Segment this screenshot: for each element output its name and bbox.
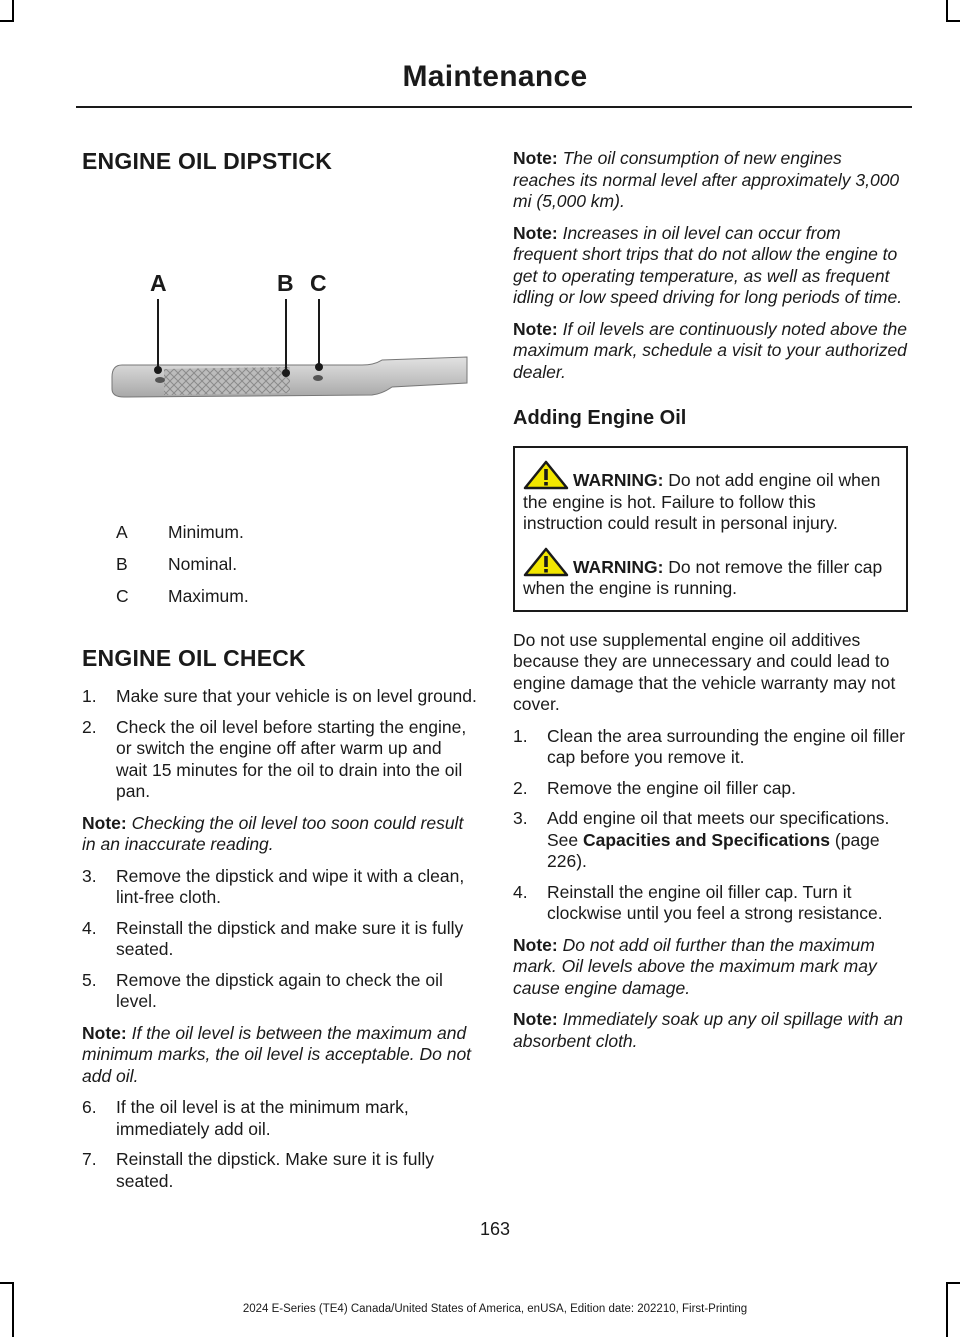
step-text: Reinstall the dipstick and make sure it is fully seated. <box>116 917 464 959</box>
list-item <box>513 778 908 800</box>
dipstick-hole <box>313 375 323 381</box>
left-column <box>82 148 477 1202</box>
page-header-title: Maintenance <box>402 60 588 93</box>
crop-mark <box>946 1282 960 1284</box>
legend-row <box>82 522 477 543</box>
step-text: Check the oil level before starting the engine, or switch the engine off after warm up and wait 15 minutes for the oil to drain into the oil pan. <box>116 716 467 801</box>
list-item <box>513 726 908 769</box>
note: Note: Checking the oil level too soon could result in an inaccurate reading. <box>82 812 464 854</box>
legend-key: A <box>116 522 128 542</box>
crop-mark <box>946 20 960 22</box>
note: Note: The oil consumption of new engines reaches its normal level after approximately 3,000 mi (5,000 km). <box>513 148 900 211</box>
list-item <box>82 686 477 708</box>
legend-row <box>82 554 477 575</box>
step-text: Remove the dipstick and wipe it with a clean, lint-free cloth. <box>116 865 465 907</box>
legend-row <box>82 586 477 607</box>
list-item <box>513 882 908 925</box>
legend-key: B <box>116 554 128 574</box>
step-number: 2. <box>513 777 528 798</box>
page-number: 163 <box>479 1219 511 1239</box>
note: Note: Increases in oil level can occur from frequent short trips that do not allow the engine to get to operating temperature, as well as frequent idling or low speed driving for long periods of time. <box>513 222 903 307</box>
dipstick-figure <box>82 189 477 489</box>
list-item <box>82 717 477 803</box>
crop-mark <box>0 1282 14 1284</box>
step-number: 4. <box>513 881 528 902</box>
dipstick-illustration <box>82 189 477 489</box>
list-item <box>82 1149 477 1192</box>
step-number: 3. <box>82 865 97 886</box>
footer-edition-text: 2024 E-Series (TE4) Canada/United States of America, enUSA, Edition date: 202210, First-Printing <box>242 1303 748 1315</box>
step-text: Remove the engine oil filler cap. <box>547 777 797 798</box>
legend-text: Maximum. <box>168 586 249 606</box>
right-column <box>513 148 908 1062</box>
check-steps-list <box>82 866 477 1013</box>
legend-key: C <box>116 586 129 606</box>
figure-label-c: C <box>310 270 327 296</box>
section-heading-adding-oil: Adding Engine Oil <box>513 407 687 429</box>
check-steps-list <box>82 1097 477 1192</box>
check-steps-list <box>82 686 477 803</box>
step-number: 1. <box>82 686 97 706</box>
step-text: Make sure that your vehicle is on level ground. <box>116 686 477 706</box>
paragraph: Do not use supplemental engine oil additives because they are unnecessary and could lead to engine damage that the vehicle warranty may not cover. <box>513 629 896 714</box>
step-number: 1. <box>513 725 528 746</box>
header-rule <box>76 106 912 108</box>
step-number: 3. <box>513 808 528 828</box>
warning-triangle-icon <box>523 547 569 577</box>
cross-reference-link[interactable]: Capacities and Specifications <box>583 829 831 850</box>
dipstick-legend <box>82 522 477 607</box>
crop-mark <box>12 0 14 20</box>
step-text: Reinstall the dipstick. Make sure it is fully seated. <box>116 1149 435 1191</box>
step-text: If the oil level is at the minimum mark, immediately add oil. <box>116 1097 409 1139</box>
figure-label-b: B <box>277 270 294 296</box>
dipstick-hole <box>155 377 165 383</box>
note: Note: If the oil level is between the maximum and minimum marks, the oil level is acceptable. Do not add oil. <box>82 1022 472 1086</box>
step-number: 4. <box>82 917 97 938</box>
step-text: Remove the dipstick again to check the oil level. <box>116 969 443 1011</box>
section-heading-oil-check: ENGINE OIL CHECK <box>82 645 306 671</box>
step-number: 7. <box>82 1149 97 1169</box>
step-text: Reinstall the engine oil filler cap. Turn it clockwise until you feel a strong resistance. <box>547 881 883 923</box>
step-number: 2. <box>82 716 97 737</box>
note: Note: If oil levels are continuously noted above the maximum mark, schedule a visit to your authorized dealer. <box>513 318 907 382</box>
crop-mark <box>946 0 948 20</box>
legend-text: Nominal. <box>168 554 238 574</box>
legend-text: Minimum. <box>168 522 244 542</box>
warning-box <box>513 446 908 612</box>
list-item <box>82 866 477 909</box>
list-item <box>82 970 477 1013</box>
warning-triangle-icon <box>523 460 569 490</box>
warning: WARNING: Do not add engine oil when the engine is hot. Failure to follow this instruction could result in personal injury. <box>523 460 898 535</box>
adding-steps-list <box>513 726 908 925</box>
figure-label-a: A <box>150 270 167 296</box>
list-item <box>82 918 477 961</box>
crop-mark <box>0 20 14 22</box>
warning: WARNING: Do not remove the filler cap when the engine is running. <box>523 547 898 600</box>
section-heading-dipstick: ENGINE OIL DIPSTICK <box>82 148 333 174</box>
dipstick-knurled-area <box>164 367 290 395</box>
list-item: 3. Add engine oil that meets our specifications. See Capacities and Specifications (page 226). <box>513 808 890 871</box>
step-text: Clean the area surrounding the engine oil filler cap before you remove it. <box>547 725 906 767</box>
note: Note: Immediately soak up any oil spillage with an absorbent cloth. <box>513 1009 904 1051</box>
list-item <box>82 1097 477 1140</box>
step-number: 5. <box>82 969 97 990</box>
note: Note: Do not add oil further than the maximum mark. Oil levels above the maximum mark may cause engine damage. <box>513 934 877 998</box>
step-number: 6. <box>82 1097 97 1117</box>
